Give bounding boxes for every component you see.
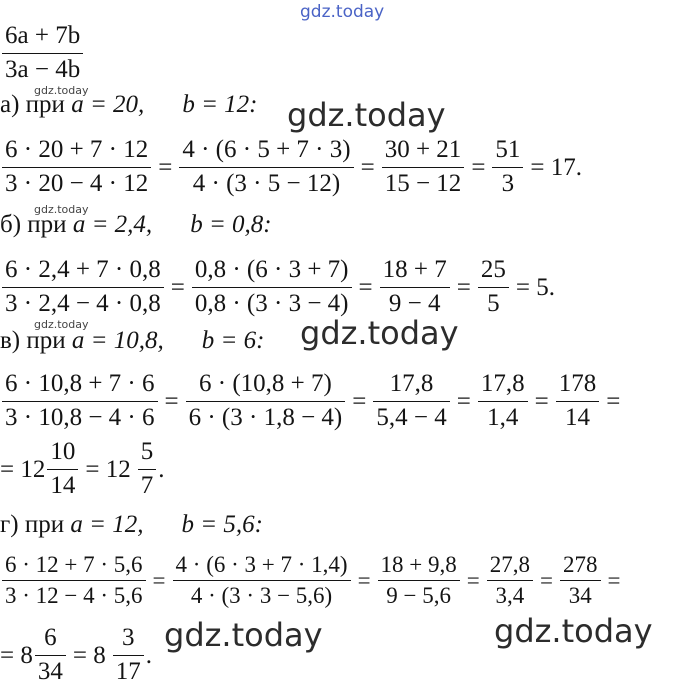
part-b-label: б) при (0, 211, 67, 238)
fraction-bar (478, 401, 528, 402)
fraction (138, 438, 157, 501)
denominator: 34 (37, 657, 63, 685)
part-a-label: а) при (0, 91, 65, 118)
part-c-equation (0, 370, 625, 433)
denominator: 5,4 − 4 (376, 403, 447, 431)
fraction (380, 256, 450, 319)
fraction-bar (2, 287, 164, 288)
part-b-header (0, 212, 272, 237)
fraction (186, 370, 346, 433)
numerator: 3 (121, 624, 135, 651)
mixed-whole: = 8 (72, 641, 106, 669)
numerator: 178 (558, 370, 597, 397)
part-b-cond-b: b = 0,8: (190, 211, 272, 238)
denominator: 34 (568, 583, 592, 609)
equals-sign: = (456, 273, 471, 301)
fraction (113, 624, 144, 687)
watermark-big[interactable]: gdz.today (300, 314, 459, 352)
part-c-mixed (0, 438, 164, 501)
equals-sign: = (607, 568, 621, 594)
expression-fraction (2, 22, 83, 85)
fraction (192, 256, 352, 319)
denominator: 17 (115, 657, 141, 685)
denominator: 9 − 4 (388, 289, 441, 317)
part-d-cond-a: a = 12, (70, 511, 144, 538)
fraction-bar (192, 287, 352, 288)
fraction-bar (179, 167, 353, 168)
denominator: 3,4 (495, 583, 525, 609)
numerator: 6 (44, 624, 57, 651)
watermark-small[interactable]: gdz.today (34, 84, 89, 97)
equals-sign: = (357, 568, 371, 594)
denominator: 3 · 2,4 − 4 · 0,8 (5, 289, 161, 317)
part-a-result: = 17. (530, 153, 583, 181)
part-d-mixed (0, 624, 152, 687)
fraction-bar (113, 655, 144, 656)
denominator: 4 · (3 · 5 − 12) (192, 169, 341, 197)
equals-sign: = (534, 387, 549, 415)
equals-sign: = (360, 153, 375, 181)
fraction-bar (2, 53, 83, 54)
fraction-bar (492, 167, 523, 168)
numerator: 27,8 (489, 552, 531, 577)
fraction (173, 552, 351, 610)
equals-sign: = (466, 568, 480, 594)
fraction (560, 552, 601, 610)
numerator: 6 · 10,8 + 7 · 6 (5, 370, 155, 397)
part-a-header (0, 92, 258, 117)
numerator: 6 · (10,8 + 7) (199, 370, 332, 397)
denominator: 3 · 12 − 4 · 5,6 (5, 583, 143, 609)
part-d-header (0, 512, 263, 537)
denominator: 5 (487, 289, 500, 317)
fraction-bar (2, 167, 151, 168)
part-c-label: в) при (0, 327, 66, 354)
numerator: 10 (50, 438, 76, 465)
numerator: 17,8 (389, 370, 434, 397)
denominator: 4 · (3 · 3 − 5,6) (190, 583, 333, 609)
part-a-equation (0, 136, 587, 199)
fraction-bar (380, 287, 450, 288)
fraction (487, 552, 533, 610)
equals-sign: = (540, 568, 553, 594)
fraction (492, 136, 523, 199)
equals-sign: = (456, 387, 471, 415)
fraction-bar (138, 469, 157, 470)
part-b-result: = 5. (515, 273, 555, 301)
part-d-label: г) при (0, 511, 65, 538)
fraction-bar (373, 401, 449, 402)
denominator: 6 · (3 · 1,8 − 4) (188, 403, 343, 431)
watermark-big[interactable]: gdz.today (494, 612, 653, 650)
numerator: 6 · 20 + 7 · 12 (5, 136, 149, 163)
denominator: 14 (50, 471, 76, 499)
part-d-cond-b: b = 5,6: (181, 511, 263, 538)
numerator: 5 (140, 438, 154, 465)
equals-sign: = (170, 273, 185, 301)
fraction-bar (382, 167, 465, 168)
fraction-bar (478, 287, 509, 288)
denominator: 9 − 5,6 (386, 583, 452, 609)
watermark-big[interactable]: gdz.today (164, 616, 323, 654)
numerator: 18 + 7 (382, 256, 447, 283)
denominator: 15 − 12 (384, 169, 462, 197)
fraction (47, 438, 78, 501)
equals-sign: = (606, 387, 621, 415)
numerator: 4 · (6 · 3 + 7 · 1,4) (175, 552, 348, 577)
numerator: 30 + 21 (384, 136, 462, 163)
mixed-whole: = 8 (0, 641, 33, 669)
numerator: 278 (563, 552, 598, 577)
numerator: 0,8 · (6 · 3 + 7) (194, 256, 349, 283)
denominator: 3 · 20 − 4 · 12 (5, 169, 149, 197)
denominator: 3 (501, 169, 515, 197)
fraction-bar (47, 469, 78, 470)
numerator: 18 + 9,8 (380, 552, 457, 577)
part-a-cond-a: a = 20, (71, 91, 145, 118)
equals-sign: = (358, 273, 373, 301)
numerator: 17,8 (480, 370, 525, 397)
period: . (145, 641, 152, 669)
denominator: 1,4 (487, 403, 519, 431)
denominator: 0,8 · (3 · 3 − 4) (194, 289, 349, 317)
expression-numerator: 6a + 7b (5, 22, 81, 49)
watermark-top[interactable]: gdz.today (300, 2, 385, 22)
watermark-big[interactable]: gdz.today (287, 96, 446, 134)
mixed-whole: = 12 (85, 455, 131, 483)
fraction-bar (173, 580, 351, 581)
fraction-bar (560, 580, 601, 581)
part-b-equation (0, 256, 560, 319)
denominator: 14 (564, 403, 590, 431)
part-d-equation (0, 552, 625, 610)
expression-denominator: 3a − 4b (5, 55, 81, 83)
numerator: 51 (495, 136, 521, 163)
fraction-bar (35, 655, 66, 656)
fraction (478, 256, 509, 319)
equals-sign: = (471, 153, 486, 181)
expression (0, 22, 85, 85)
part-b-cond-a: a = 2,4, (72, 211, 153, 238)
fraction (378, 552, 460, 610)
fraction (2, 552, 146, 610)
denominator: 7 (140, 471, 154, 499)
numerator: 6 · 2,4 + 7 · 0,8 (5, 256, 161, 283)
fraction (478, 370, 528, 433)
equals-sign: = (152, 568, 166, 594)
equals-sign: = (352, 387, 367, 415)
equals-sign: = (164, 387, 179, 415)
fraction (2, 136, 151, 199)
fraction-bar (2, 580, 146, 581)
denominator: 3 · 10,8 − 4 · 6 (5, 403, 155, 431)
fraction-bar (378, 580, 460, 581)
part-c-cond-a: a = 10,8, (71, 327, 164, 354)
fraction-bar (186, 401, 346, 402)
part-c-cond-b: b = 6: (201, 327, 265, 354)
fraction (179, 136, 353, 199)
numerator: 25 (480, 256, 506, 283)
fraction (373, 370, 449, 433)
numerator: 6 · 12 + 7 · 5,6 (5, 552, 143, 577)
fraction-bar (2, 401, 158, 402)
watermark-small[interactable]: gdz.today (34, 318, 89, 331)
fraction-bar (487, 580, 533, 581)
period: . (158, 455, 165, 483)
fraction (382, 136, 465, 199)
watermark-small[interactable]: gdz.today (34, 203, 89, 216)
part-c-header (0, 328, 264, 353)
fraction-bar (556, 401, 600, 402)
equals-sign: = (158, 153, 173, 181)
fraction (35, 624, 66, 687)
fraction (2, 370, 158, 433)
part-a-cond-b: b = 12: (182, 91, 258, 118)
fraction (556, 370, 600, 433)
fraction (2, 256, 164, 319)
mixed-whole: = 12 (0, 455, 46, 483)
numerator: 4 · (6 · 5 + 7 · 3) (182, 136, 351, 163)
